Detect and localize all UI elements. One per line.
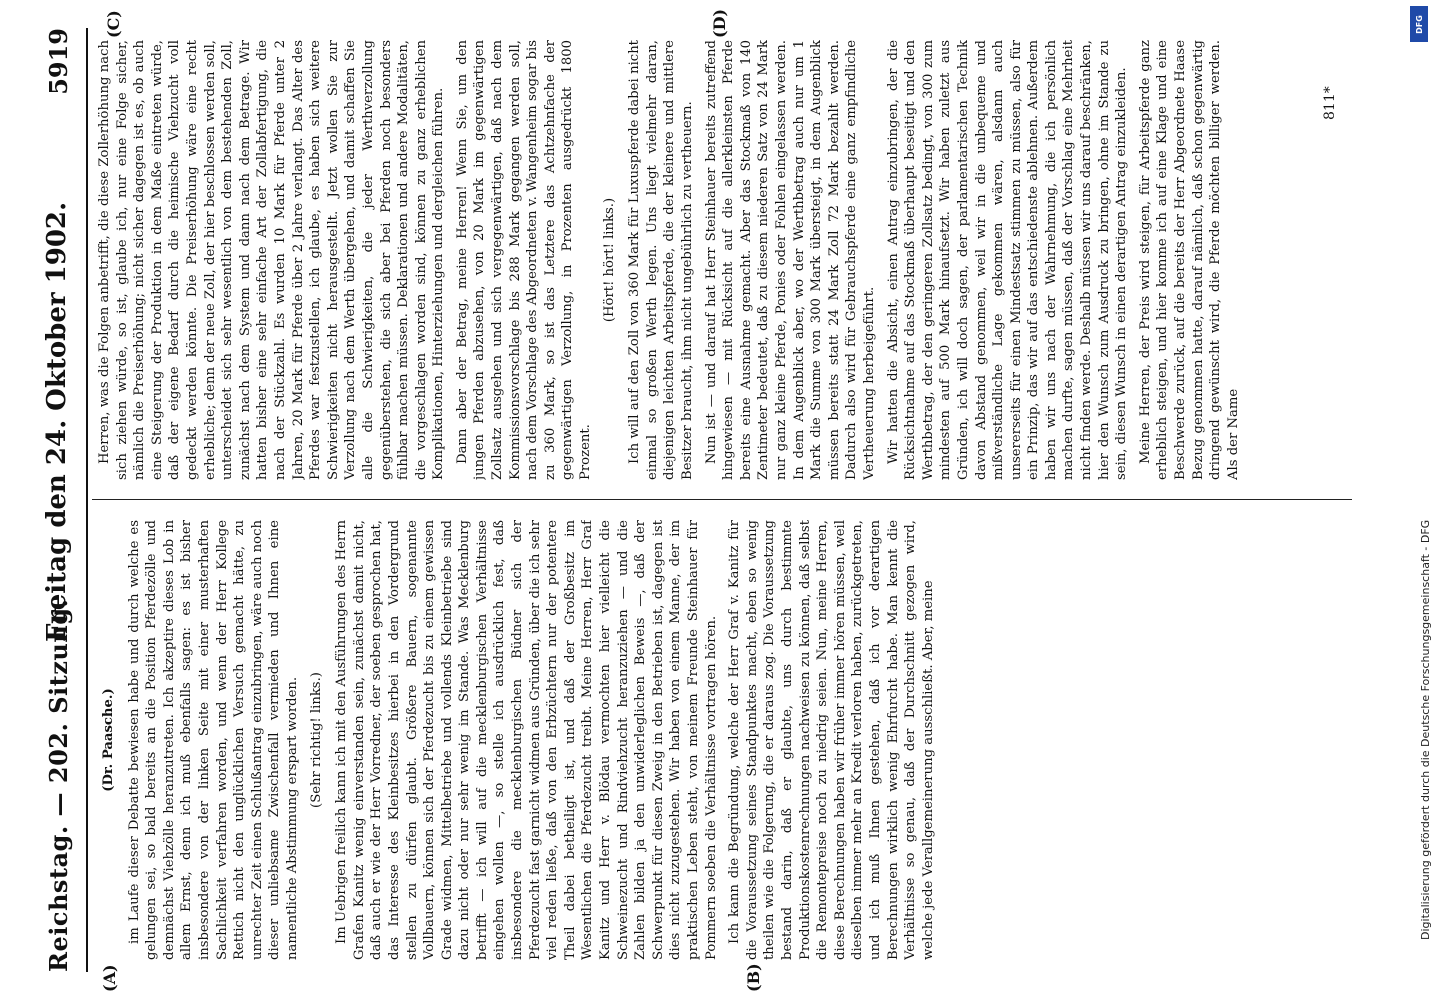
- dfg-logo: [1410, 6, 1428, 42]
- paragraph: Ich will auf den Zoll von 360 Mark für Luxuspferde dabei nicht einmal so großen Werth legen. Uns liegt vielmehr daran, diejenigen leichten Arbeitspferde, die der kleinere und mittlere Besitzer braucht, ihm nicht ungebührlich zu vertheuern.: [627, 40, 695, 480]
- side-notice: [1405, 0, 1434, 1000]
- speaker-label: (Dr. Paasche.): [101, 688, 116, 792]
- paragraph: Im Uebrigen freilich kann ich mit den Ausführungen des Herrn Grafen Kanitz wenig einverstanden sein, zunächst damit nicht, daß auch er wie der Herr Vorredner, der soeben gesprochen hat, das Interesse des Kleinbesitzes hierbei in den Vordergrund stellen zu dürfen glaubt. Größere Bauern, sogenannte Vollbauern, können sich der Pferdezucht bis zu einem gewissen Grade widmen, Mittelbetriebe und vollends Kleinbetriebe sind dazu nicht oder nur sehr wenig im Stande. Was Mecklenburg betrifft — ich will auf die mecklenburgischen Verhältnisse eingehen wollen —, so stelle ich ausdrücklich fest, daß insbesondere die mecklenburgischen Büdner sich der Pferdezucht fast garnicht widmen aus Gründen, über die ich sehr viel reden ließe, daß von den Erbzüchtern nur der potentere Theil dabei betheiligt ist, und daß der Großbesitz im Wesentlichen die Pferdezucht treibt. Meine Herren, Herr Graf Kanitz und Herr v. Blödau vermochten hier vielleicht die Schweinezucht und Rindviehzucht heranzuziehen — und die Zahlen bilden ja den unwiderleglichen Beweis —, daß der Schwerpunkt für diesen Zweig in den Betrieben ist, dagegen ist dies nicht zuzugestehen. Wir haben von einem Manne, der im praktischen Leben steht, von meinem Freunde Steinhauer für Pommern soeben die Verhältnisse vortragen hören.: [334, 520, 719, 960]
- right-column: [96, 40, 1356, 480]
- column-divider: [92, 499, 1352, 500]
- signature-mark: 811*: [1322, 86, 1338, 120]
- interjection: (Sehr richtig! links.): [308, 672, 324, 808]
- paragraph: Meine Herren, der Preis wird steigen, für Arbeitspferde ganz erheblich steigen, und hier komme ich auf eine Klage und eine Beschwerde zurück, auf die bereits der Herr Abgeordnete Haase Bezug genommen hatte, darauf nämlich, daß schon gegenwärtig dringend gewünscht wird, die Pferde möchten billiger werden. Als der Name: [1137, 40, 1241, 480]
- funding-notice-text: Digitalisierung gefördert durch die Deutsche Forschungsgemeinschaft - DFG: [1419, 519, 1432, 940]
- margin-marker-b: (B): [744, 963, 763, 992]
- page-header: [30, 28, 88, 972]
- margin-marker-d: (D): [710, 8, 729, 38]
- left-column: [96, 520, 1356, 960]
- interjection: (Hört! hört! links.): [601, 197, 617, 323]
- paragraph: im Laufe dieser Debatte bewiesen habe und durch welche es gelungen sei, so bald bereits an die Position Pferdezölle und demnächst Viehzölle heranzutreten. Ich akzeptire dieses Lob in allem Ernst, denn ich muß ebenfalls sagen: es ist bisher insbesondere von der linken Seite mit einer musterhaften Sachlichkeit verfahren worden, und wenn der Herr Kollege Rettich nicht den unglücklichen Versuch gemacht hätte, zu unrechter Zeit einen Schlußantrag einzubringen, wäre auch noch dieser unliebsame Zwischenfall vermieden und Ihnen eine namentliche Abstimmung erspart worden.: [126, 520, 300, 960]
- paragraph: Nun ist — und darauf hat Herr Steinhauer bereits zutreffend hingewiesen — mit Rücksicht auf die allerkleinsten Pferde bereits eine Ausnahme gemacht. Aber das Stockmaß von 140 Zentimeter bedeutet, daß zu diesem niederen Satz von 24 Mark nur ganz kleine Pferde, Ponies oder Fohlen eingelassen werden. In dem Augenblick aber, wo der Werthbetrag auch nur um 1 Mark die Summe von 300 Mark übersteigt, in dem Augenblick müssen bereits statt 24 Mark Zoll 72 Mark bezahlt werden. Dadurch also wird für Gebrauchspferde eine ganz empfindliche Vertheuerung herbeigeführt.: [703, 40, 877, 480]
- dfg-logo-text: DFG: [1414, 14, 1424, 34]
- header-date: Freitag den 24. Oktober 1902.: [42, 201, 72, 642]
- paragraph: Dann aber der Betrag, meine Herren! Wenn Sie, um den jungen Pferden abzusehen, von 20 Mark im gegenwärtigen Zollsatz ausgehen und sich vergegenwärtigen, daß nach dem Kommissionsvorschlage bis 288 Mark gegangen werden soll, nach dem Vorschlage des Abgeordneten v. Wangenheim sogar bis zu 360 Mark, so ist das Letztere das Achtzehnfache der gegenwärtigen Verzollung, in Prozenten ausgedrückt 1800 Prozent.: [454, 40, 594, 480]
- header-left: Reichstag. — 202. Sitzung.: [44, 598, 73, 972]
- paragraph: Ich kann die Begründung, welche der Herr Graf v. Kanitz für die Voraussetzung seines Standpunktes macht, eben so wenig theilen wie die Folgerung, die er daraus zog. Die Voraussetzung bestand darin, daß er glaubte, uns durch bestimmte Produktionskostenrechnungen nachweisen zu können, daß selbst die Remontepreise noch zu niedrig seien. Nun, meine Herren, diese Berechnungen haben wir früher immer hören müssen, weil dieselben immer mehr an Kredit verloren haben, zurückgetreten, und ich muß Ihnen gestehen, daß ich vor derartigen Berechnungen wirklich wenig Ehrfurcht habe. Man kennt die Verhältnisse so genau, daß der Durchschnitt gezogen wird, welche jede Verallgemeinerung ausschließt. Aber, meine: [727, 520, 936, 960]
- margin-marker-c: (C): [104, 10, 123, 38]
- page-number: 5919: [44, 28, 73, 95]
- paragraph: Herren, was die Folgen anbetrifft, die diese Zollerhöhung nach sich ziehen würde, so ist, glaube ich, nur eine Folge sicher, nämlich die Preiserhöhung; nicht sicher dagegen ist es, ob auch eine Steigerung der Produktion in dem Maße eintreten würde, daß der eigene Bedarf durch die heimische Viehzucht voll gedeckt werden könnte. Die Preiserhöhung wäre eine recht erhebliche; denn der neue Zoll, der hier beschlossen werden soll, unterscheidet sich sehr wesentlich von dem bestehenden Zoll, zunächst nach dem System und dann nach dem Betrage. Wir hatten bisher eine sehr einfache Art der Zollabfertigung, die nach der Stückzahl. Es wurden 10 Mark für Pferde unter 2 Jahren, 20 Mark für Pferde über 2 Jahre verlangt. Das Alter des Pferdes war festzustellen, ich glaube, es haben sich weitere Schwierigkeiten nicht herausgestellt. Jetzt wollen Sie zur Verzollung nach dem Werth übergehen, und damit schaffen Sie alle die Schwierigkeiten, die jeder Werthverzollung gegenüberstehen, die sich aber bei Pferden noch besonders fühlbar machen müssen. Deklarationen und andere Modalitäten, die vorgeschlagen worden sind, können zu ganz erheblichen Komplikationen, Hinterziehungen und dergleichen führen.: [97, 40, 447, 480]
- paragraph: Wir hatten die Absicht, einen Antrag einzubringen, der die Rücksichtnahme auf das Stockmaß überhaupt beseitigt und den Werthbetrag, der den geringeren Zollsatz bedingt, von 300 zum mindesten auf 500 Mark hinaufsetzt. Wir haben zuletzt aus Gründen, ich will doch sagen, der parlamentarischen Technik davon Abstand genommen, weil wir in die unbequeme und mißverständliche Lage gekommen wären, alsdann auch unsererseits für einen Mindestsatz stimmen zu müssen, also für ein Prinzip, das wir auf das entschiedenste ablehnen. Außerdem haben wir uns nach der Wahrnehmung, die ich persönlich machen durfte, sagen müssen, daß der Vorschlag eine Mehrheit nicht finden werde. Deshalb müssen wir uns darauf beschränken, hier den Wunsch zum Ausdruck zu bringen, ohne im Stande zu sein, diesen Wunsch in einen derartigen Antrag einzukleiden.: [885, 40, 1130, 480]
- margin-marker-a: (A): [100, 964, 119, 992]
